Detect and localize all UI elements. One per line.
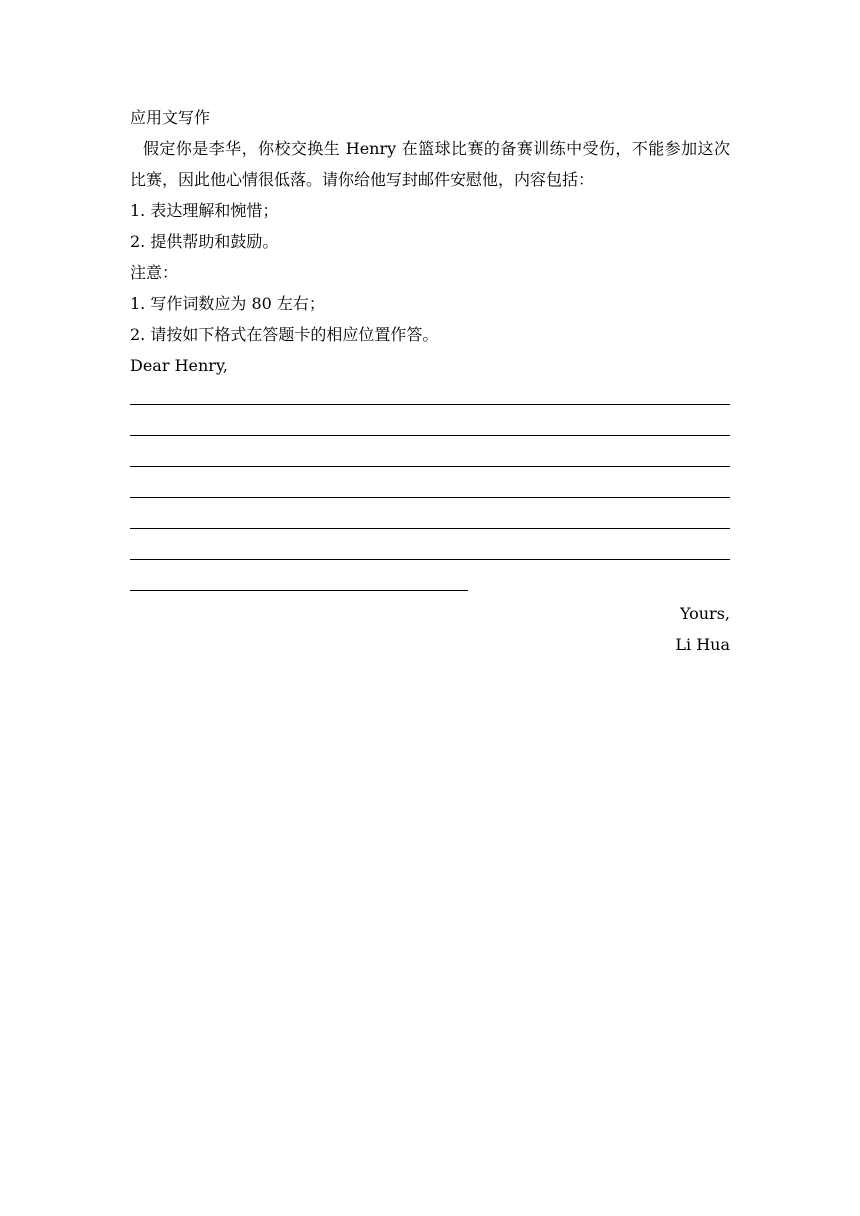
section-title: 应用文写作 — [130, 108, 211, 127]
note-item-2: 2. 请按如下格式在答题卡的相应位置作答。 — [130, 325, 439, 344]
answer-line[interactable] — [130, 474, 730, 505]
note-item-1: 1. 写作词数应为 80 左右； — [130, 294, 325, 313]
answer-lines[interactable] — [130, 381, 730, 598]
notes-heading: 注意： — [130, 263, 179, 282]
content-item-2: 2. 提供帮助和鼓励。 — [130, 232, 279, 251]
answer-line[interactable] — [130, 536, 730, 567]
letter-closing: Yours, — [679, 604, 730, 623]
answer-line[interactable] — [130, 505, 730, 536]
prompt-paragraph: 假定你是李华，你校交换生 Henry 在篮球比赛的备赛训练中受伤，不能参加这次比赛，因此他心情很低落。请你给他写封邮件安慰他，内容包括： — [130, 139, 730, 189]
answer-line[interactable] — [130, 443, 730, 474]
content-item-1: 1. 表达理解和惋惜； — [130, 201, 279, 220]
letter-signature: Li Hua — [675, 635, 730, 654]
answer-line[interactable] — [130, 381, 730, 412]
writing-task — [130, 102, 730, 660]
answer-line-last[interactable] — [130, 567, 730, 598]
answer-line[interactable] — [130, 412, 730, 443]
letter-salutation: Dear Henry, — [130, 356, 228, 375]
